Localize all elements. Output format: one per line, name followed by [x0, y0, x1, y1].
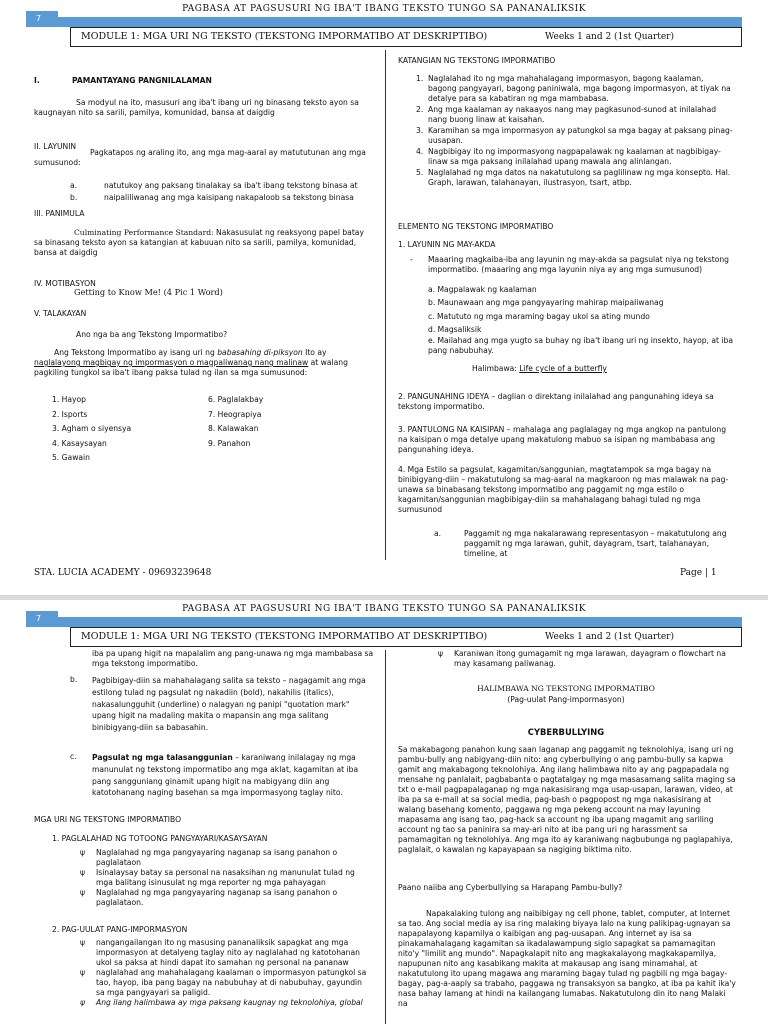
list-item-text: Ang ilang halimbawa ay mga paksang kaugnay ng teknolohiya, global: [96, 998, 363, 1008]
page-banner: [26, 4, 742, 27]
list-item: 1. Naglalahad ito ng mga mahahalagang impormasyon, bagong kaalaman, bagong pangyayari, bagong paniniwala, mga bagong impormasyon, at tiyak na detalye para sa kabatiran ng mga mambabasa.: [416, 74, 731, 104]
list-item-text: Karamihan sa mga impormasyon ay patungkol sa mga bagay at paksang pinag-uusapan.: [428, 126, 733, 146]
types-title: MGA URI NG TEKSTONG IMPORMATIBO: [34, 815, 182, 824]
psi-bullet-icon: ψ: [80, 848, 86, 857]
topic-item: 9. Panahon: [208, 438, 251, 448]
element-1-example: [472, 364, 607, 374]
topic-list-right: [208, 393, 263, 451]
list-item: [80, 938, 372, 968]
section-3-title: III. PANIMULA: [34, 209, 85, 218]
section-1-title: PAMANTAYANG PANGNILALAMAN: [72, 76, 212, 85]
footer-school: STA. LUCIA ACADEMY - 09693239648: [34, 568, 212, 578]
element-4a-label: a.: [434, 529, 442, 538]
list-item-text: Naglalahad ito ng mga mahahalagang impormasyon, bagong kaalaman, bagong pangyayari, bagong paniniwala, mga bagong impormasyon, at tiyak na detalye para sa kabatiran ng mga mambabasa.: [428, 74, 731, 104]
psi-bullet-icon: ψ: [80, 938, 86, 947]
module-header: [70, 627, 742, 647]
footer-page: Page | 1: [680, 568, 717, 578]
topic-item: 4. Kasaysayan: [52, 438, 107, 448]
section-1-text: Sa modyul na ito, masusuri ang iba't ibang uri ng binasang teksto ayon sa kaugnayan nito sa sarili, pamilya, komunidad, bansa at daigdig: [34, 98, 359, 118]
topic-item: 7. Heograpiya: [208, 409, 262, 419]
topic-item: 2. Isports: [52, 409, 88, 419]
list-item: a. Magpalawak ng kaalaman: [428, 285, 537, 294]
element-4-text: – makatutulong sa mag-aaral na magkaroon ng mas malawak na pag-unawa sa binabasang tekstong impormatibo ang paggamit ng mga estilo o kagamitan/sanggunian magbibigay-diin sa mahahalagang bahagi tulad ng mga sumusunod: [398, 475, 729, 515]
list-item-text: Naglalahad ng mga pangyayaring naganap sa isang panahon o paglalataon.: [96, 888, 338, 908]
dash-icon: -: [410, 255, 413, 264]
list-item: [80, 888, 372, 908]
list-item: 2. Ang mga kaalaman ay nakaayos nang may pagkasunod-sunod at inilalahad nang buong linaw at kaisahan.: [416, 105, 717, 125]
objective-b-label: b.: [70, 193, 78, 202]
page-2: [0, 600, 768, 1024]
example-label: Halimbawa:: [472, 364, 520, 373]
column-divider: [385, 650, 386, 1024]
objective-a-label: a.: [70, 181, 78, 190]
list-item: d. Magsaliksik: [428, 324, 482, 334]
banner-page-number: 7: [26, 11, 58, 27]
list-item-text: naglalahad ang mahahalagang kaalaman o impormasyon patungkol sa tao, hayop, iba pang bagay na nabubuhay at di nabubuhay, gayundin sa mga pangyayari sa paligid.: [96, 968, 367, 998]
discussion-text-1: Ang Tekstong Impormatibo ay isang uri ng: [54, 348, 218, 357]
objective-b: naipaliliwanag ang mga kaisipang nakapaloob sa tekstong binasa: [104, 193, 354, 202]
list-item-text: Naglalahad ng mga pangyayaring naganap sa isang panahon o paglalataon: [96, 848, 338, 868]
element-2-text: – daglian o direktang inilalahad ang pangunahing ideya sa tekstong impormatibo.: [398, 392, 714, 412]
banner-title: PAGBASA AT PAGSUSURI NG IBA'T IBANG TEKSTO TUNGO SA PANANALIKSIK: [182, 4, 586, 14]
style-c-text: – karaniwang inilalagay ng mga manunulat ng tekstong impormatibo ang mga aklat, kagamitan at iba pang sangguniang ginamit upang higit na mabigyang diin ang katotohanang naging basehan sa mga impormasyong taglay nito.: [92, 753, 359, 798]
characteristics-title: KATANGIAN NG TEKSTONG IMPORMATIBO: [398, 56, 556, 65]
element-4: [398, 465, 734, 515]
list-item: [80, 968, 372, 998]
list-item: [80, 998, 372, 1008]
list-item-text: Karaniwan itong gumagamit ng mga larawan, dayagram o flowchart na may kasamang paliwanag.: [454, 649, 726, 669]
weeks-label: Weeks 1 and 2 (1st Quarter): [545, 632, 674, 642]
element-1-text: Maaaring magkaiba-iba ang layunin ng may-akda sa pagsulat niya ng tekstong impormatibo. (maaaring ang mga layunin niya ay ang mga sumusunod): [428, 255, 729, 275]
element-1-title: 1. LAYUNIN NG MAY-AKDA: [398, 240, 496, 249]
list-item: 3. Karamihan sa mga impormasyon ay patungkol sa mga bagay at paksang pinag-uusapan.: [416, 126, 733, 146]
list-item: [80, 868, 372, 888]
banner-title: PAGBASA AT PAGSUSURI NG IBA'T IBANG TEKSTO TUNGO SA PANANALIKSIK: [182, 604, 586, 614]
module-header: [70, 27, 742, 47]
article-title: CYBERBULLYING: [527, 727, 605, 737]
section-2-title: II. LAYUNIN: [34, 142, 77, 151]
topic-item: 8. Kalawakan: [208, 424, 259, 433]
article-paragraph-1: Sa makabagong panahon kung saan laganap ang paggamit ng teknolohiya, isang uri ng pambu-bully ang nabigyang-diin nito: ang cyberbullying o ang pambu-bully sa kapwa gamit ang makabagong teknolohiya. Ang ilang halimbawa nito ay ang pagpapadala ng mensahe ng panlalait, pagbabanta o pagtatalgay ng mga masasamang salita maging sa txt o e-mail pagpapalaganap ng mga nakasisirang mga usap-usapan, larawan, video, at iba pa sa e-mail at sa social media, pag-bash o pagpopost ng mga nakasisirang at walang basehang komento, paggawa ng mga pekeng account na may layuning mapasama ang isang tao, pag-hack sa account ng iba upang magamit ang sariling account ng tao sa paninira sa may-ari nito at iba pang uri ng harassment sa pamamagitan ng teknolohiya. Ang mga ito ay karaniwang nagbubunga ng paglapahiya, paglalait, o kawalan ng kapayapaan sa nagiging biktima nito.: [398, 745, 736, 855]
psi-bullet-icon: ψ: [80, 868, 86, 878]
discussion-italic: babasahing di-piksyon: [217, 348, 303, 357]
psi-bullet-icon: ψ: [80, 968, 86, 978]
characteristics-list: [416, 74, 734, 188]
banner-page-number: 7: [26, 611, 58, 627]
psi-bullet-icon: ψ: [80, 888, 86, 898]
example-title: HALIMBAWA NG TEKSTONG IMPORMATIBO: [477, 684, 655, 693]
element-3-text: – mahalaga ang paglalagay ng mga angkop na pantulong na kaisipan o mga detalye upang makatulong mabuo sa isipan ng mambabasa ang pangunahing ideya.: [398, 425, 727, 455]
style-c: [92, 752, 374, 799]
discussion-underlined: naglalayong magbigay ng impormasyon o magpaliwanag nang malinaw: [34, 358, 309, 368]
motivation-activity: Getting to Know Me! (4 Pic 1 Word): [74, 287, 223, 297]
discussion-text-3: at walang pagkiling tungkol sa iba't ibang paksa tulad ng ilan sa mga sumusunod:: [34, 358, 348, 378]
element-3: [398, 425, 734, 455]
psi-bullet-icon: ψ: [80, 998, 86, 1008]
objective-a: natutukoy ang paksang tinalakay sa iba't ibang tekstong binasa at: [104, 181, 358, 190]
list-item: 5. Naglalahad ng mga datos na nakatutulong sa paglilinaw ng mga konsepto. Hal. Graph, larawan, talahanayan, ilustrasyon, tsart, atbp.: [416, 168, 731, 188]
section-1-number: I.: [34, 76, 40, 85]
top-list-item: [438, 649, 736, 669]
module-title: MODULE 1: MGA URI NG TEKSTO (TEKSTONG IMPORMATIBO AT DESKRIPTIBO): [81, 631, 488, 642]
topic-item: 3. Agham o siyensya: [52, 424, 132, 433]
continued-text: iba pa upang higit na mapalalim ang pang-unawa ng mga mambabasa sa mga tekstong impormatibo.: [92, 649, 374, 669]
element-4-title: 4. Mga Estilo sa pagsulat, kagamitan/sanggunian, magtatampok sa mga bagay na binibigyang-diin: [398, 465, 712, 485]
discussion-question: Ano nga ba ang Tekstong Impormatibo?: [76, 330, 228, 339]
article-paragraph-2: Napakalaking tulong ang naibibigay ng cell phone, tablet, computer, at Internet sa tao. Ang social media ay isa ring malaking biyaya lalo na kung palikipag-ugnayan sa napapalayong kapamilya o kaibigan ang pag-uusapan. Ang internet ay isa sa pinakamahalagang kagamitan sa ikadalawampung siglo sapagkat sa pamamagitan nito'y "limilit ang mundo". Napagkalapit nito ang magkakalayong magkakapamilya, napupunan nito ang kasabikang makita at makausap ang isang minamahal, at nakatutulong ito upang magawa ang maraming bagay tulad ng pagbili ng mga bagay-bagay, pag-a-aaply sa trabaho, paggawa ng transaksyon sa bangko, at iba pa kahit ika'y nasa bahay lamang at hindi na kailangang lumabas. Nakatutulong din ito nang Malaki na: [398, 909, 736, 1009]
style-b-label: b.: [70, 675, 78, 684]
discussion-text-2: Ito ay: [302, 348, 327, 357]
type-2-list: [80, 938, 372, 1008]
element-3-title: 3. PANTULONG NA KAISIPAN: [398, 425, 505, 434]
style-c-label: c.: [70, 752, 77, 761]
banner-bar: [52, 617, 742, 627]
element-2-title: 2. PANGUNAHING IDEYA: [398, 392, 490, 401]
list-item: b. Maunawaan ang mga pangyayaring mahirap maipaliwanag: [428, 298, 664, 308]
example-text: Life cycle of a butterfly: [519, 364, 607, 373]
type-1-list: [80, 848, 372, 908]
example-subtitle: (Pag-uulat Pang-impormasyon): [507, 695, 625, 704]
type-2-title: 2. PAG-UULAT PANG-IMPORMASYON: [52, 925, 188, 934]
section-2-intro: Pagkatapos ng araling ito, ang mga mag-aaral ay matututunan ang mga sumusunod:: [34, 148, 366, 168]
list-item-text: nangangailangan ito ng masusing pananaliksik sapagkat ang mga impormasyon at detalyeng taglay nito ay naglalahad ng katotohanan ukol sa paksa at hindi dapat ito samahan ng personal na pananaw: [96, 938, 360, 968]
section-5-title: V. TALAKAYAN: [34, 309, 87, 318]
banner-bar: [52, 17, 742, 27]
topic-list-left: [52, 393, 131, 466]
element-2: [398, 392, 734, 412]
list-item: [80, 848, 372, 868]
performance-standard-text: Nakasusulat ng reaksyong papel batay sa binasang teksto ayon sa katangian at kabuuan nito sa sarili, pamilya, komunidad, bansa at daigdig: [34, 228, 364, 258]
topic-item: 5. Gawain: [52, 453, 90, 462]
weeks-label: Weeks 1 and 2 (1st Quarter): [545, 32, 674, 42]
list-item-text: Isinalaysay batay sa personal na nasaksihan ng manunulat tulad ng mga balitang isinusulat ng mga reporter ng mga pahayagan: [96, 868, 355, 888]
list-item: 4. Nagbibigay ito ng impormasyong nagpapalawak ng kaalaman at nagbibigay-linaw sa mga paksang inilalahad upang mawala ang alinlangan.: [416, 147, 721, 167]
article-question: Paano naiiba ang Cyberbullying sa Harapang Pambu-bully?: [398, 883, 623, 892]
psi-bullet-icon: ψ: [438, 649, 444, 658]
discussion-paragraph: [34, 348, 370, 378]
section-4-title: IV. MOTIBASYON: [34, 279, 96, 288]
list-item: c. Matututo ng mga maraming bagay ukol sa ating mundo: [428, 311, 650, 321]
performance-standard-label: Culminating Performance Standard:: [74, 228, 214, 237]
page-banner: [26, 604, 742, 627]
section-3-text: [34, 228, 370, 258]
column-divider: [385, 50, 386, 560]
element-1-sublist: [428, 283, 734, 356]
style-c-title: Pagsulat ng mga talasanggunian: [92, 753, 233, 762]
type-1-title: 1. PAGLALAHAD NG TOTOONG PANGYAYARI/KASAYSAYAN: [52, 834, 268, 843]
list-item-text: Ang mga kaalaman ay nakaayos nang may pagkasunod-sunod at inilalahad nang buong linaw at kaisahan.: [428, 105, 717, 125]
topic-item: 6. Paglalakbay: [208, 395, 264, 404]
style-b-text: Pagbibigay-diin sa mahahalagang salita sa teksto – nagagamit ang mga estilong tulad ng pagsulat ng nakadiin (bold), nakahilis (italics), nakasalungguhit (underline) o nalagyan ng panipi "quotation mark" upang higit na madaling makita o mapansin ang mga salitang binibigyang-diin sa babasahin.: [92, 676, 366, 733]
list-item-text: Naglalahad ng mga datos na nakatutulong sa paglilinaw ng mga konsepto. Hal. Graph, larawan, talahanayan, ilustrasyon, tsart, atbp.: [428, 168, 731, 188]
elements-title: ELEMENTO NG TEKSTONG IMPORMATIBO: [398, 222, 554, 231]
list-item: e. Mailahad ang mga yugto sa buhay ng iba't ibang uri ng insekto, hayop, at iba pang nabubuhay.: [428, 336, 733, 356]
module-title: MODULE 1: MGA URI NG TEKSTO (TEKSTONG IMPORMATIBO AT DESKRIPTIBO): [81, 31, 488, 42]
topic-item: 1. Hayop: [52, 395, 86, 404]
list-item-text: Nagbibigay ito ng impormasyong nagpapalawak ng kaalaman at nagbibigay-linaw sa mga paksang inilalahad upang mawala ang alinlangan.: [428, 147, 721, 167]
element-4a-text: Paggamit ng mga nakalarawang representasyon – makatutulong ang paggamit ng mga larawan, guhit, dayagram, tsart, talahanayan, timeline, at: [464, 529, 727, 559]
